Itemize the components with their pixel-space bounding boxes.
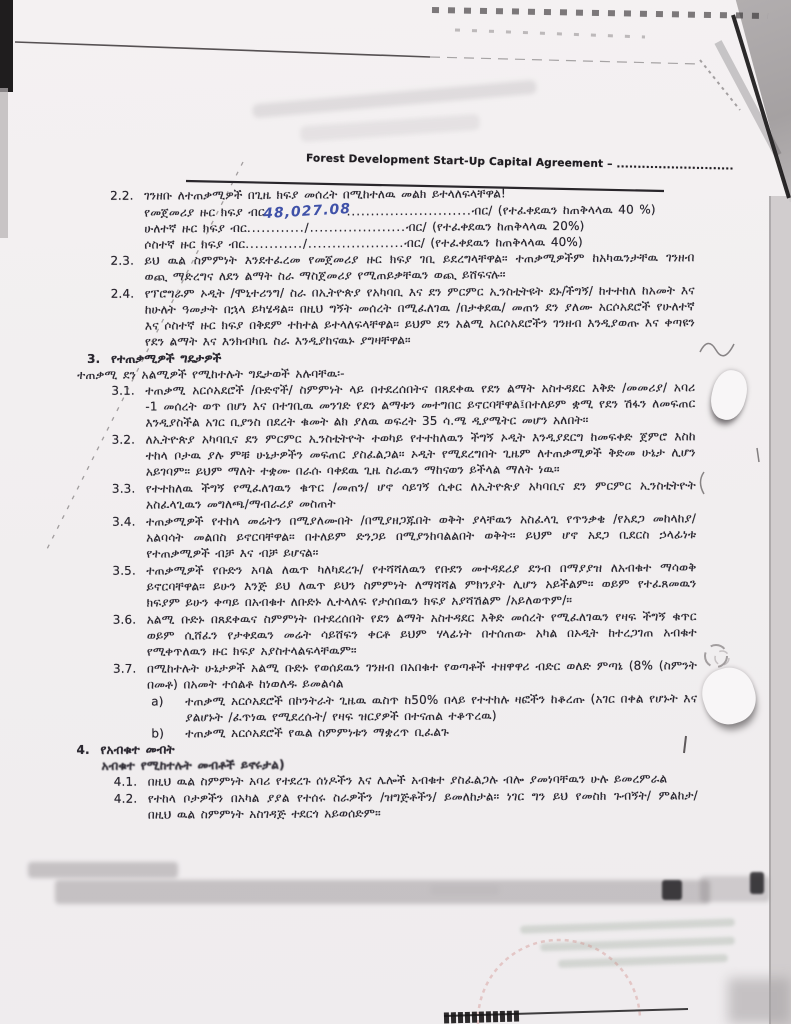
clause-text: ተጠቃሚ አርሶአደሮች የዉል ስምምነቱን ማቋረጥ ቢፈልጉ (185, 724, 449, 741)
section-4-intro: አብቁተ የሚከተሉት መብቶች ይኖሩታል) (101, 757, 285, 773)
bleedthrough-ghost-text (300, 114, 481, 143)
clause-text: የተተከለዉ ችግኝ የሚፈለገዉን ቁጥር /መጠን/ ሆኖ ሳይገኝ ሲቀር ለኢትዮጵያ አካባቢና ደን ምርምር ኢንስቲትዮት አስፈላጊዉን መግለጫ/ማብራሪያ መስጠት (145, 478, 696, 512)
clause-3-5 (112, 559, 696, 611)
ink-blot (750, 872, 764, 894)
paper-blob-artifact (706, 367, 751, 424)
scan-edge-artifact (769, 196, 791, 1024)
bleedthrough-ghost-text (430, 885, 500, 895)
clause-2-3 (110, 249, 694, 285)
bleedthrough-ghost-text (540, 937, 735, 952)
clause-number: 3.4. (112, 514, 136, 529)
clause-text: ተጠቃሚ አርሶአደሮች በኮንትራት ጊዜዉ ዉስጥ ከ50% በላይ የተተከሉ ዛፎችን ከቆረጡ (አገር በቀል የሆኑት እና ያልሆኑት /ፈጥነዉ የሚደረሱት/ የዛፍ ዝርያዎች በተናጠል ተቆጥረዉ) (185, 691, 698, 725)
clause-number: 3.3. (111, 481, 136, 496)
list-letter: b) (151, 726, 165, 741)
clause-text: ይህ ዉል ስምምነት እንደተፈረመ የመጀመሪያ ዙር ክፍያ ገቢ ይደረግላቸዋል። ተጠቃሚዎችም ከአካዉንታቸዉ ገንዘብ ወጪ ማድረግና ለደን ልማት ስራ ማስጀመሪያ የሚጠይቃቸዉን ወጪ ይሸፍናሉ። (144, 250, 695, 284)
clause-3-2 (112, 428, 696, 480)
ring-stain-artifact (705, 645, 727, 667)
list-letter: a) (151, 694, 164, 709)
pen-squiggle-mark (700, 343, 734, 355)
bleedthrough-ghost-text (558, 954, 728, 968)
clause-number: 2.3. (110, 253, 135, 268)
clause-3-6 (113, 608, 697, 660)
clause-number: 3.5. (112, 563, 136, 578)
section-title: የአብቁተ መብት (100, 742, 175, 757)
bottom-dark-bar (444, 1016, 520, 1018)
fold-speckles (700, 60, 740, 110)
section-title: የተጠቃሚዎች ግዴታዎች (111, 351, 222, 366)
document-body (76, 184, 698, 824)
ink-blot (662, 880, 682, 900)
clause-number: 4.1. (113, 774, 138, 789)
clause-text: የተከላ ቦታዎችን በአካል ያያል የተሰሩ ስራዎችን /ዝግጅቶችን/ ይመለከታል። ነገር ግን ይህ የመስክ ጉብኝት/ ምልከታ/ በዚህ ዉል ስምምነት አስገዳጅ ተደርጎ አይወሰድም። (147, 788, 698, 822)
clause-number: 3.6. (112, 612, 137, 627)
dotted-fill-line: ............/.................... (245, 235, 405, 251)
clause-3-4 (112, 510, 696, 562)
payment-suffix: ብር/ (የተፈቀደዉን ከጠቅላላዉ 40 %) (471, 202, 656, 218)
payment-label: ሁለተኛ ዙር ክፍያ ብር (144, 220, 247, 236)
clause-3-1 (111, 379, 695, 431)
margin-mark (701, 472, 705, 494)
photocopy-smudge (55, 880, 710, 904)
photocopy-smudge (28, 862, 178, 878)
clause-number: 3.2. (111, 432, 136, 447)
section-3-intro: ተጠቃሚ ደን አልሚዎች የሚከተሉት ግዴታወች አሉባቸዉ፡- (77, 366, 345, 382)
bottom-scan-line (444, 1009, 688, 1016)
clause-text: በሚከተሉት ሁኔታዎች አልሚ ቡድኑ የወሰደዉን ገንዘብ በአበቁተ የወጣቶች ተዘዋዋሪ ብድር ወለድ ምጣኔ (8% (ስምንት በመቶ) በአመት ተሰልቶ ከነወለዱ ይመልሳል (146, 658, 698, 692)
scan-edge-artifact (0, 0, 13, 92)
payment-suffix: ብር/ (የተፈቀደዉን ከጠቅላላዉ 20%) (405, 218, 585, 234)
handwritten-amount: 48,027.08 (262, 201, 351, 223)
clause-text: ተጠቃሚዎች የተከላ መሬትን በሚያለሙበት /በሚያዘጋጁበት ወቅት ያላቸዉን አስፈላጊ የጥንቃቄ /የአደጋ መከላከያ/ አልባሳት መልበስ ይኖርባቸዋል። በተለይም ድንጋይ በሚያንከባልልበት ወቅት። ይህም ሆኖ አደጋ ቢደርስ ኃላፊነቱ የተጠቃሚዎች ብቻ እና ብቻ ይሆናል። (146, 511, 697, 561)
bleedthrough-ghost-text (252, 80, 537, 119)
dotted-fill-line: .......................... (346, 203, 472, 219)
scan-corner-shadow (728, 978, 791, 1024)
scanner-background-corner (731, 0, 791, 202)
clause-text: ተጠቃሚዎች የቡድን አባል ለዉጥ ካለካደረጉ/ የተሻሻለዉን የቡደን መተዳደሪያ ደንብ በማያያዝ ለአብቁተ ማሳወቅ ይኖርባቸዋል። ይሁን እንጅ ይህ ለዉጥ ይህን ስምምነት ለማሻሻል ምክንያት ሊሆን አይችልም። ወይም የተፈጸመዉን ክፍያም ይሁን ቀጣይ በአብቁተ ለቡድኑ ሊተላለፍ የታሰበዉን ክፍያ አያሻሽልም /አይለወጥም/። (146, 560, 697, 610)
payment-suffix: ብር/ (የተፈቀደዉን ከጠቅላላዉ 40%) (404, 234, 583, 250)
clause-text: በዚህ ዉል ስምምነት አባሪ የተደረጉ ሰነዶችን እና ሌሎች አብቁተ ያስፈልጋሉ ብሎ ያመነባቸዉን ሁሉ ይመረምራል (147, 771, 668, 789)
clause-3-3 (112, 477, 696, 513)
scan-edge-artifact (0, 88, 8, 238)
stamp-arc-bleedthrough (478, 940, 640, 1024)
clause-number: 3.7. (112, 661, 137, 676)
clause-4-2 (114, 787, 698, 823)
clause-text: ገንዘቡ ለተጠቃሚዎች በጊዜ ክፍያ መሰረት በሚከተለዉ መልክ ይተላለፍላቸዋል! (144, 186, 507, 203)
clause-text: የፕሮግራም ኦዲት /ሞኒተሪንግ/ ስራ በኢትዮጵያ የአካባቢ እና ደን ምርምር ኢንስቲትዩት ደኑ/ችግኝ/ ከተተከለ ከአመት እና ከሁለት ዓመታት በኋላ ይካሄዳል። በዚህ ግኝት መሰረት በሚፈለገዉ /በታቀደዉ/ መጠን ደን ያለሙ አርሶአደሮች የሁለተኛ እና ሶስተኛ ዙር ክፍያ በቅደም ተከተል ይተላለፍላቸዋል። ይህም ደን አልሚ አርሶአደሮችን ገንዘብ እንዲያወጡ እና ቀጣዩን የደን ልማት እና እንክብካቤ ስራ እንዲያከናዉኑ ያግዛቸዋል። (144, 283, 695, 349)
clause-number: 4.2. (113, 791, 138, 806)
clause-number: 2.2. (110, 188, 134, 203)
toner-speckle-band (432, 10, 768, 16)
paper-top-edge-line (430, 57, 700, 64)
page-title: Forest Development Start-Up Capital Agreement – ............................ (305, 152, 734, 173)
ring-stain-artifact (715, 651, 729, 665)
clause-3-7-a (113, 690, 697, 726)
clause-text: አልሚ ቡድኑ በጸደቀዉና ስምምነት በተደረሰበት የደን ልማት አስተዳደር እቅድ መሰረት የሚፈለገዉን የዛፍ ችግኝ ቁጥር ወይም ሲሸፈን የታቀደዉን መሬት ሳይሸፍን ቀርቶ ይህም ሃላፊነት በተሰጠው አካል በኦዲት ከተረጋገጠ አብቁተ የሚቀጥለዉን ዙር ክፍያ አያስተላልፍላቸዉም። (146, 609, 697, 659)
clause-3-7 (113, 657, 697, 693)
dotted-fill-line: ............/.................... (246, 219, 407, 235)
section-number: 3. (87, 351, 101, 366)
clause-2-4 (111, 282, 695, 350)
paper-blob-artifact (696, 661, 763, 730)
clause-number: 2.4. (110, 286, 135, 301)
bleedthrough-ghost-text (520, 918, 735, 933)
margin-tick (757, 448, 759, 462)
payment-label: የመጀመሪያ ዙር ክፍያ ብር (144, 204, 265, 220)
payment-label: ሶስተኛ ዙር ክፍያ ብር (144, 236, 246, 252)
clause-number: 3.1. (111, 383, 135, 398)
toner-speckle-band (455, 30, 645, 37)
paper-top-edge-line (15, 42, 430, 57)
clause-text: ተጠቃሚ አርሶአደሮች /ቡድኖች/ ስምምነት ላይ በተደረሰበትና በጸደቀዉ የደን ልማት አስተዳደር እቅድ /መመሪያ/ አባሪ -1 መሰረት ወጥ በሆነ እና በተገቢዉ መንገድ የደን ልማቱን መተግበር ይኖርባቸዋል፤በተለይም ቋሚ የደን ሽፋን ለመፍጠር እንዲያስችል አገር ቢያንስ በደረት ቁመት ልክ ያለዉ ወፍረት 35 ሳ.ሜ ዲያሜትር መሆን አለበት። (145, 380, 696, 430)
clause-text: ለኢትዮጵያ አካባቢና ደን ምርምር ኢንስቲትዮት ተወካይ የተተከለዉን ችግኝ ኦዲት እንዲያደርግ ከመፍቀድ ጀምሮ እስከ ተከላ ቦታዉ ያሉ ምቹ ሁኔታዎችን መፍጠር ያስፈልጋል። ኦዲት የሚደረግበት ጊዜም ለተጠቃሚዎች ቅድመ ሁኔታ ሊሆን አይገባም። ይህም ማለት ተቋሙ በራሱ ባቀደዉ ጊዜ ስራዉን ማከናወን ይችላል ማለት ነዉ። (145, 429, 696, 479)
section-number: 4. (76, 742, 90, 758)
